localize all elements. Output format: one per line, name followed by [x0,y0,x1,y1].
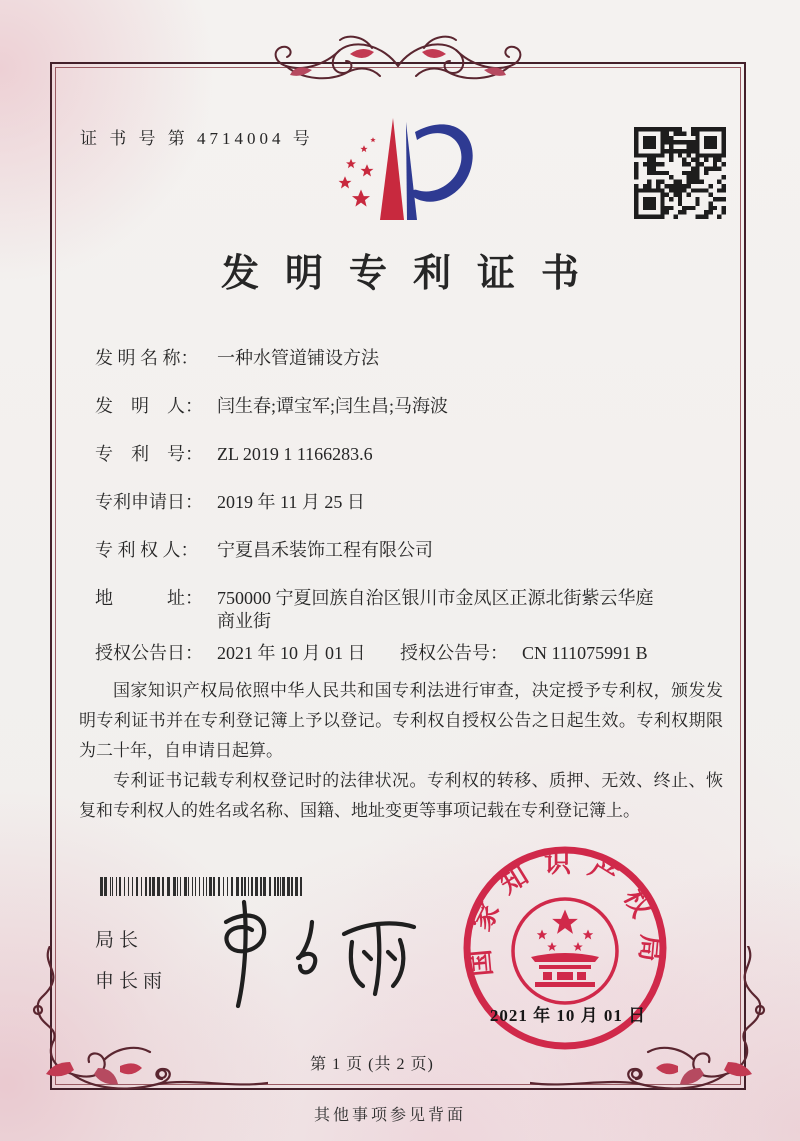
field-inventors [95,395,725,418]
qr-code [634,127,726,219]
field-label: 专 利 权 人： [95,540,199,560]
field-value: 闫生春;谭宝军;闫生昌;马海波 [217,396,449,416]
legal-text [79,676,723,826]
field-gazette-number [400,642,648,665]
field-label: 专利申请日： [95,492,203,512]
field-label: 专 利 号： [95,444,203,464]
officer-name: 申长雨 [95,971,168,992]
field-label: 地 址： [95,588,203,608]
field-patentee [95,539,725,562]
officer-block [95,920,167,1002]
certificate-barcode [100,877,306,896]
field-label: 授权公告日： [95,643,203,663]
field-value: 2019 年 11 月 25 日 [217,492,365,512]
legal-paragraph-2: 专利证书记载专利权登记时的法律状况。专利权的转移、质押、无效、终止、恢复和专利权人的姓名或名称、国籍、地址变更等事项记载在专利登记簿上。 [79,771,723,820]
field-grant-row [95,642,725,665]
field-value: 宁夏昌禾装饰工程有限公司 [217,540,433,560]
certificate-title: 发明专利证书 [220,253,605,295]
field-label: 发 明 人： [95,396,203,416]
field-value: ZL 2019 1 1166283.6 [217,444,373,464]
field-invention-name [95,347,725,370]
director-signature [192,896,424,1014]
officer-title: 局长 [95,930,144,951]
field-list [95,347,725,690]
field-value: 一种水管道铺设方法 [217,348,379,368]
field-value: CN 111075991 B [522,643,648,663]
field-filing-date [95,491,725,514]
certificate-number: 证 书 号 第 4714004 号 [80,129,314,148]
national-emblem-icon [513,899,617,1003]
field-patent-number [95,443,725,466]
seal-agency-text: 国家知识产权局 [463,848,667,978]
field-address [95,587,725,633]
field-value: 750000 宁夏回族自治区银川市金凤区正源北街紫云华庭商业街 [217,588,654,631]
page-indicator: 第 1 页 (共 2 页) [310,1056,434,1073]
cnipa-logo-icon [320,110,478,238]
field-label: 发 明 名 称： [95,348,199,368]
field-value: 2021 年 10 月 01 日 [217,643,366,663]
back-side-note: 其他事项参见背面 [313,1107,466,1124]
seal-date: 2021 年 10 月 01 日 [489,1006,647,1025]
legal-paragraph-1: 国家知识产权局依照中华人民共和国专利法进行审查，决定授予专利权，颁发发明专利证书并在专利登记簿上予以登记。专利权自授权公告之日起生效。专利权期限为二十年，自申请日起算。 [79,681,723,760]
field-label: 授权公告号： [400,643,508,663]
